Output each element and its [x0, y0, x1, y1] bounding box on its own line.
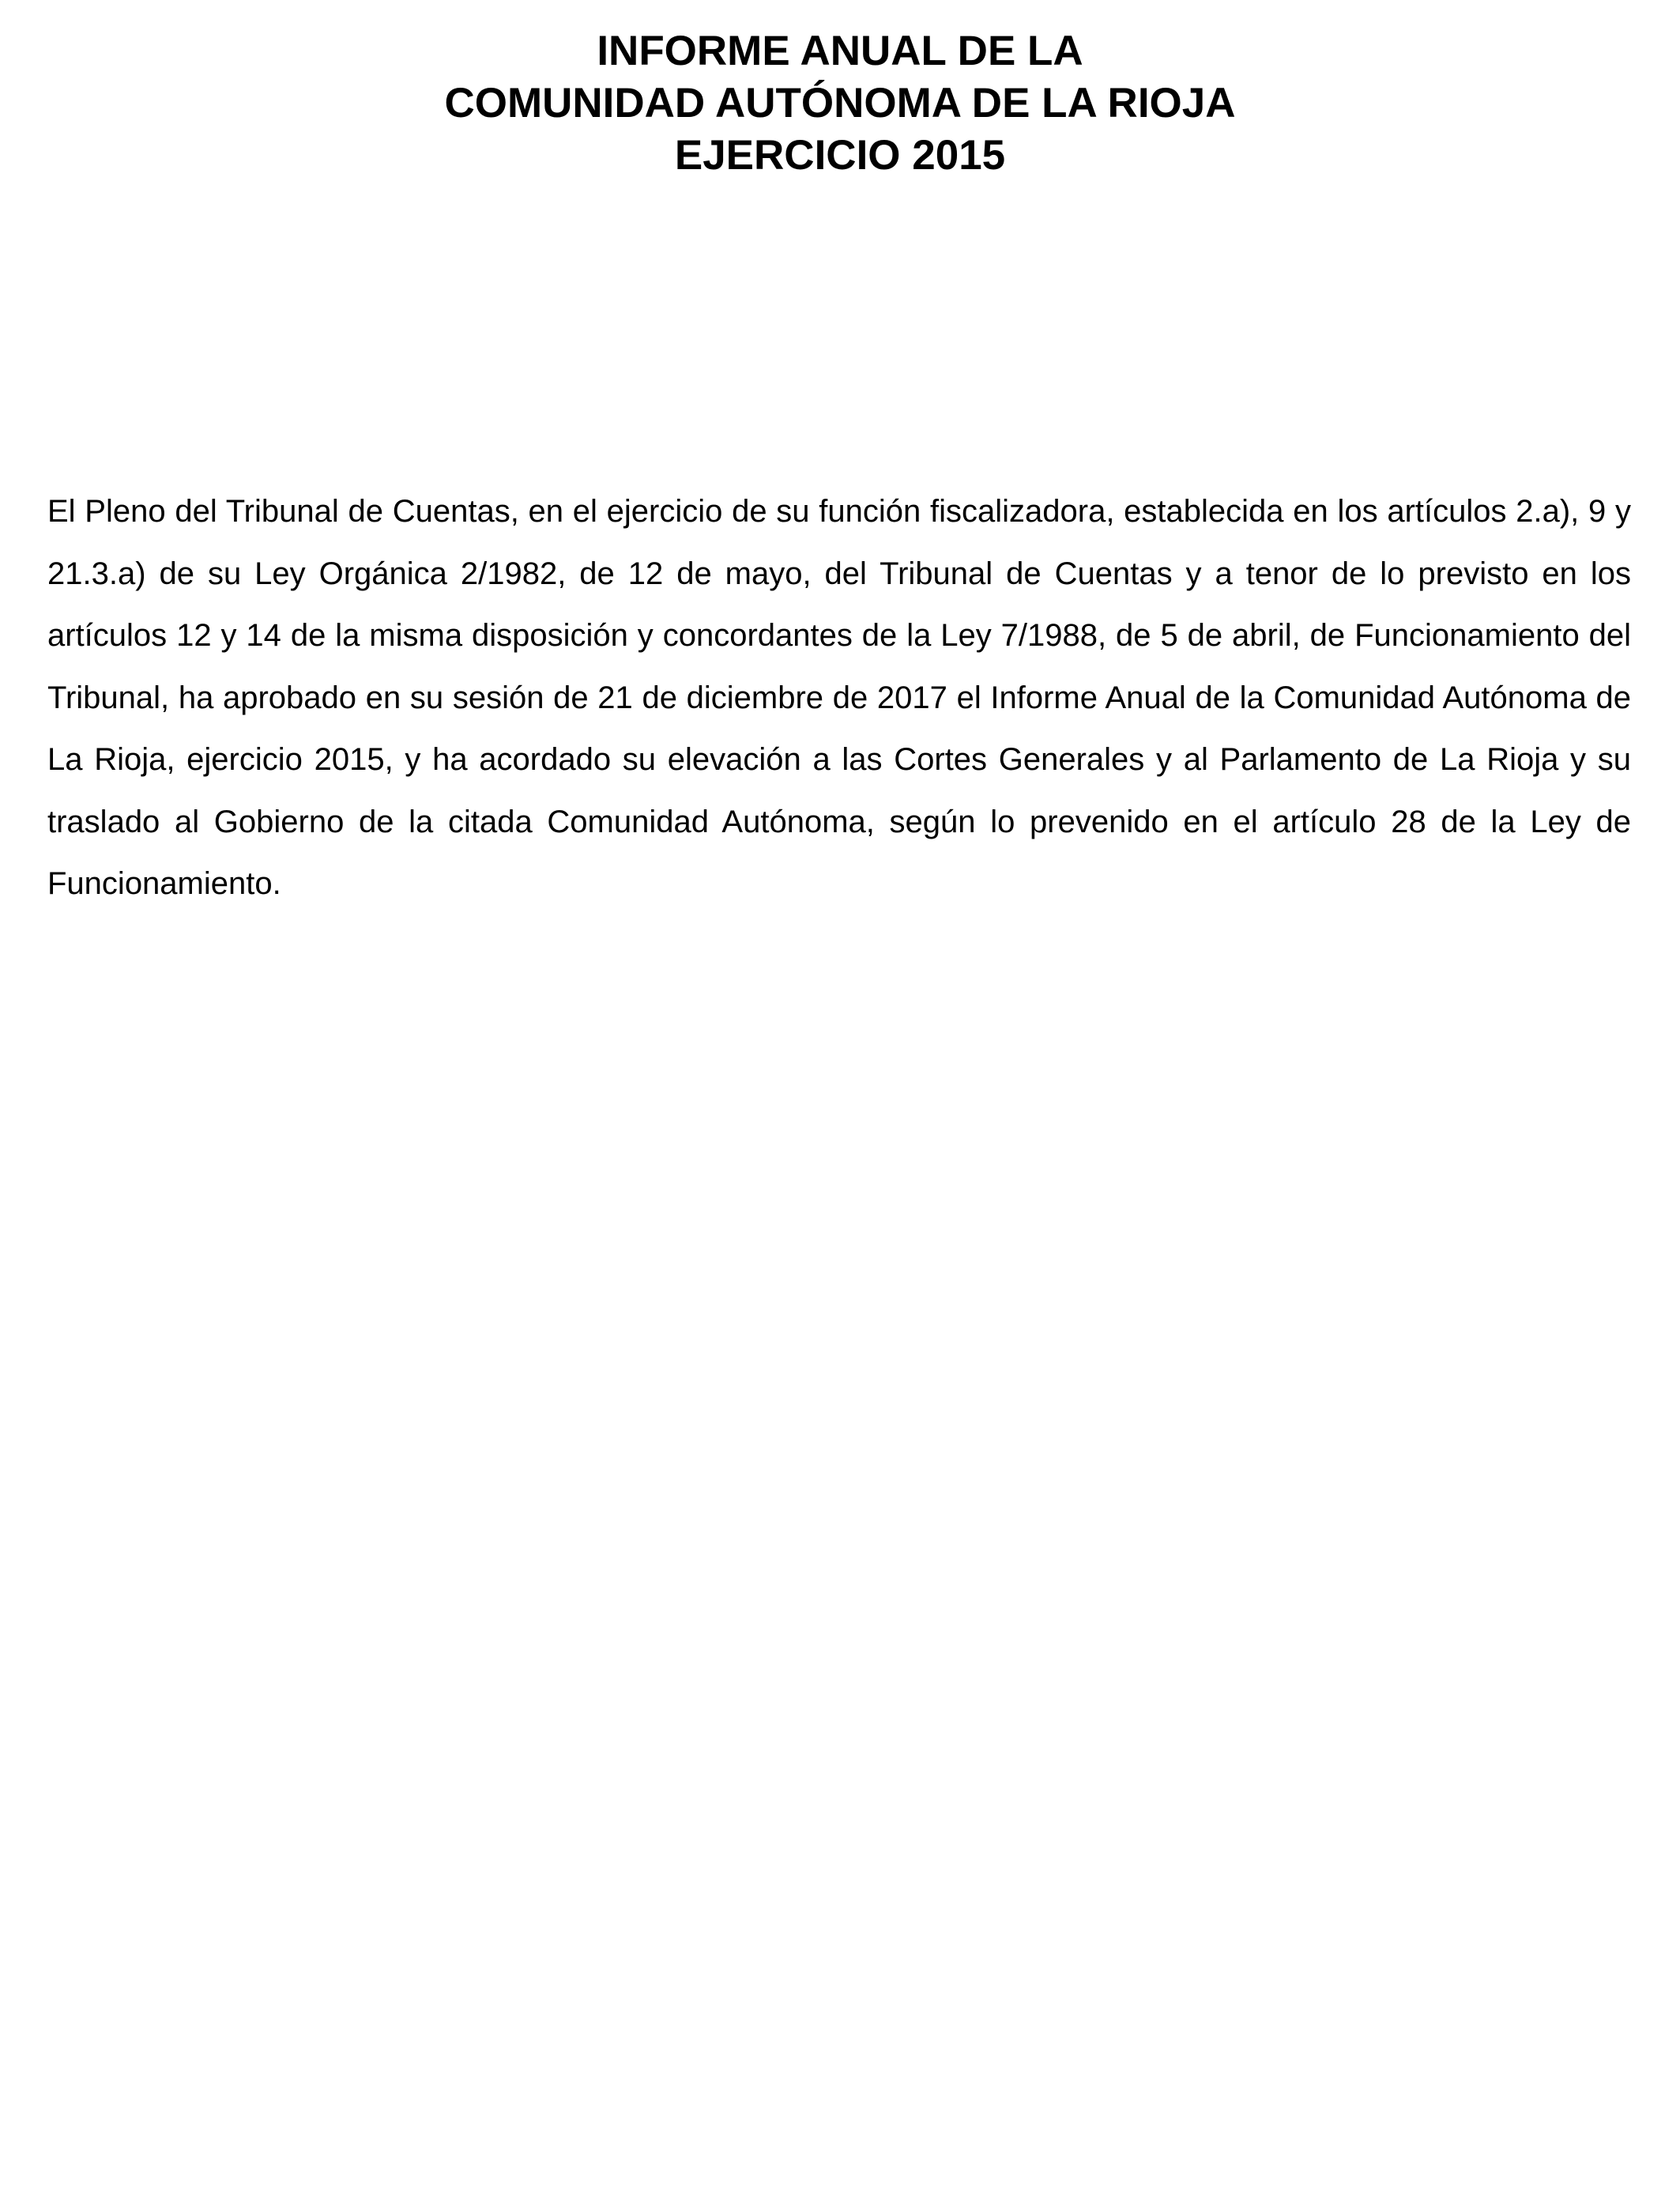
title-line-1: INFORME ANUAL DE LA — [597, 28, 1083, 74]
title-line-3: EJERCICIO 2015 — [674, 132, 1006, 179]
document-title — [0, 25, 1680, 182]
body-paragraph: El Pleno del Tribunal de Cuentas, en el ejercicio de su función fiscalizadora, establecida en los artículos 2.a), 9 y 21.3.a) de su Ley Orgánica 2/1982, de 12 de mayo, del Tribunal de Cuentas y a tenor de lo previsto en los artículos 12 y 14 de la misma disposición y concordantes de la Ley 7/1988, de 5 de abril, de Funcionamiento del Tribunal, ha aprobado en su sesión de 21 de diciembre de 2017 el Informe Anual de la Comunidad Autónoma de La Rioja, ejercicio 2015, y ha acordado su elevación a las Cortes Generales y al Parlamento de La Rioja y su traslado al Gobierno de la citada Comunidad Autónoma, según lo prevenido en el artículo 28 de la Ley de Funcionamiento. — [47, 494, 1631, 901]
title-line-2: COMUNIDAD AUTÓNOMA DE LA RIOJA — [444, 80, 1236, 126]
